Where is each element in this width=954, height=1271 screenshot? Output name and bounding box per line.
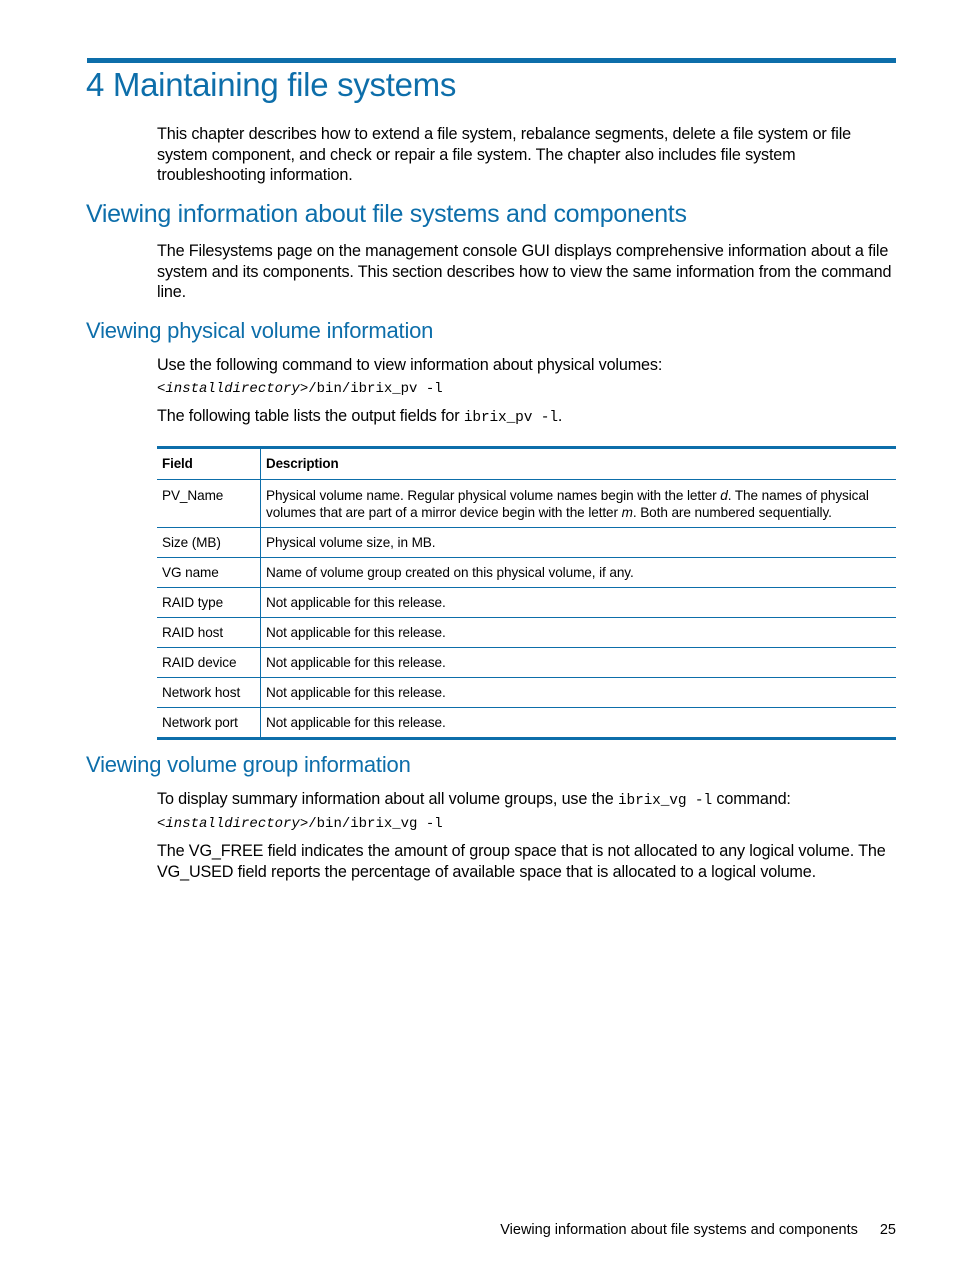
page-number: 25 (879, 1222, 896, 1238)
table-cell-field: Network host (157, 678, 261, 708)
vg-command-intro (157, 789, 902, 812)
vg-command (157, 816, 443, 832)
table-row (157, 528, 896, 558)
vg-intro-code: ibrix_vg -l (617, 793, 713, 809)
desc-part: Physical volume name. Regular physical volume names begin with the letter (266, 488, 721, 503)
page-footer (500, 1222, 896, 1238)
chapter-intro: This chapter describes how to extend a file system, rebalance segments, delete a file system or file system component, and check or repair a file system. The chapter also includes file system troubleshooting information. (157, 125, 851, 184)
pv-command-path: /bin/ibrix_pv -l (308, 381, 443, 397)
table-cell-description: Name of volume group created on this physical volume, if any. (261, 558, 897, 588)
section-heading-file-systems: Viewing information about file systems and components (86, 200, 687, 228)
pv-command (157, 381, 443, 397)
table-row (157, 480, 896, 528)
chapter-title: 4 Maintaining file systems (86, 66, 457, 103)
vg-intro-end: command: (712, 790, 791, 808)
pv-table-intro (157, 406, 902, 429)
desc-part: . The names of physical volumes that are part of a mirror device begin with the letter (266, 488, 869, 520)
table-cell-field: RAID type (157, 588, 261, 618)
pv-output-fields-table (157, 446, 896, 740)
vg-fields-description: The VG_FREE field indicates the amount of group space that is not allocated to any logical volume. The VG_USED field reports the percentage of available space that is allocated to a logical volume. (157, 842, 886, 881)
table-row (157, 648, 896, 678)
table-header-field: Field (157, 448, 261, 480)
desc-letter-d: d (720, 488, 728, 503)
table-cell-description: Not applicable for this release. (261, 618, 897, 648)
vg-command-path: /bin/ibrix_vg -l (308, 816, 443, 832)
table-cell-field: RAID device (157, 648, 261, 678)
vg-command-installdir: <installdirectory> (157, 816, 309, 832)
table-cell-field: VG name (157, 558, 261, 588)
table-row (157, 588, 896, 618)
table-cell-field: PV_Name (157, 480, 261, 528)
desc-letter-m: m (621, 505, 633, 520)
table-cell-description: Not applicable for this release. (266, 715, 446, 730)
chapter-rule (87, 58, 896, 63)
pv-table-intro-text: The following table lists the output fields for (157, 407, 464, 425)
table-cell-field: Size (MB) (157, 528, 261, 558)
table-cell-description: Not applicable for this release. (261, 678, 897, 708)
section-heading-volume-group: Viewing volume group information (86, 752, 411, 777)
table-row (157, 618, 896, 648)
table-row (157, 708, 896, 739)
table-cell-field: Network port (157, 708, 261, 739)
footer-section-title: Viewing information about file systems and components (500, 1222, 858, 1238)
table-cell-description: Physical volume size, in MB. (261, 528, 897, 558)
table-header-row (157, 448, 896, 480)
table-row (157, 678, 896, 708)
table-header-description: Description (261, 448, 897, 480)
pv-command-installdir: <installdirectory> (157, 381, 309, 397)
pv-table-intro-code: ibrix_pv -l (463, 410, 558, 426)
table-cell-description: Not applicable for this release. (261, 648, 897, 678)
desc-part: . Both are numbered sequentially. (632, 505, 832, 520)
pv-table-intro-end: . (557, 407, 563, 425)
section-heading-physical-volume: Viewing physical volume information (86, 318, 434, 343)
section-body-file-systems: The Filesystems page on the management console GUI displays comprehensive information about a file system and its components. This section describes how to view the same information from the command line. (157, 242, 892, 301)
table-cell-description (261, 480, 897, 528)
vg-intro-text: To display summary information about all volume groups, use the (157, 790, 618, 808)
pv-command-intro: Use the following command to view information about physical volumes: (157, 356, 663, 374)
table-cell-field: RAID host (157, 618, 261, 648)
table-row (157, 558, 896, 588)
table-cell-description: Not applicable for this release. (261, 588, 897, 618)
